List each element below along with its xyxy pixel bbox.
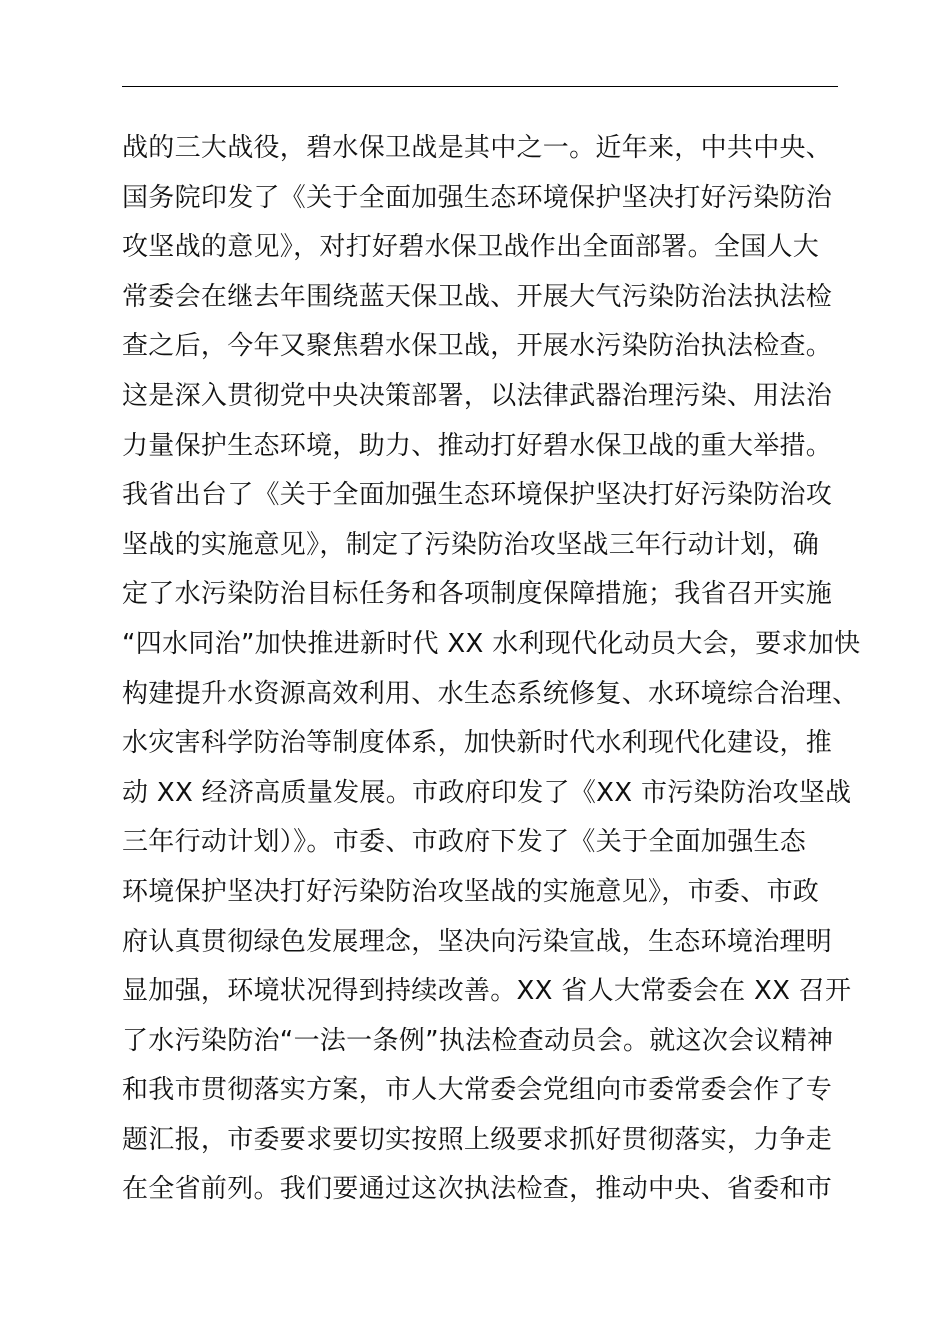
text-line: 力量保护生态环境，助力、推动打好碧水保卫战的重大举措。 [122, 430, 833, 461]
text-line: 战的三大战役，碧水保卫战是其中之一。近年来，中共中央、 [122, 133, 833, 163]
text-line: 坚战的实施意见》，制定了污染防治攻坚战三年行动计划，确 [122, 529, 820, 560]
text-line: 动 XX 经济高质量发展。市政府印发了《XX 市污染防治攻坚战 [122, 777, 852, 808]
body-paragraph [122, 124, 862, 1215]
text-line: 环境保护坚决打好污染防治攻坚战的实施意见》，市委、市政 [122, 876, 820, 907]
text-line: 我省出台了《关于全面加强生态环境保护坚决打好污染防治攻 [122, 480, 833, 511]
text-line: 常委会在继去年围绕蓝天保卫战、开展大气污染防治法执法检 [122, 281, 833, 312]
text-line: 显加强，环境状况得到持续改善。XX 省人大常委会在 XX 召开 [122, 976, 852, 1007]
header-rule [122, 86, 838, 87]
text-line: 题汇报，市委要求要切实按照上级要求抓好贯彻落实，力争走 [122, 1124, 833, 1155]
text-line: 和我市贯彻落实方案，市人大常委会党组向市委常委会作了专 [122, 1075, 833, 1106]
text-line: 国务院印发了《关于全面加强生态环境保护坚决打好污染防治 [122, 182, 833, 213]
text-line: 攻坚战的意见》，对打好碧水保卫战作出全面部署。全国人大 [122, 232, 820, 263]
text-line: 水灾害科学防治等制度体系，加快新时代水利现代化建设，推 [122, 728, 833, 759]
text-line: 府认真贯彻绿色发展理念，坚决向污染宣战，生态环境治理明 [122, 926, 833, 957]
text-line: 定了水污染防治目标任务和各项制度保障措施；我省召开实施 [122, 579, 833, 610]
text-line: “四水同治”加快推进新时代 XX 水利现代化动员大会，要求加快 [122, 628, 861, 659]
text-line: 这是深入贯彻党中央决策部署，以法律武器治理污染、用法治 [122, 380, 833, 411]
text-line: 在全省前列。我们要通过这次执法检查，推动中央、省委和市 [122, 1174, 833, 1205]
text-line: 构建提升水资源高效利用、水生态系统修复、水环境综合治理、 [122, 678, 859, 709]
text-line: 查之后，今年又聚焦碧水保卫战，开展水污染防治执法检查。 [122, 331, 833, 362]
text-line: 了水污染防治“一法一条例”执法检查动员会。就这次会议精神 [122, 1025, 834, 1056]
text-line: 三年行动计划）》。市委、市政府下发了《关于全面加强生态 [122, 827, 807, 858]
